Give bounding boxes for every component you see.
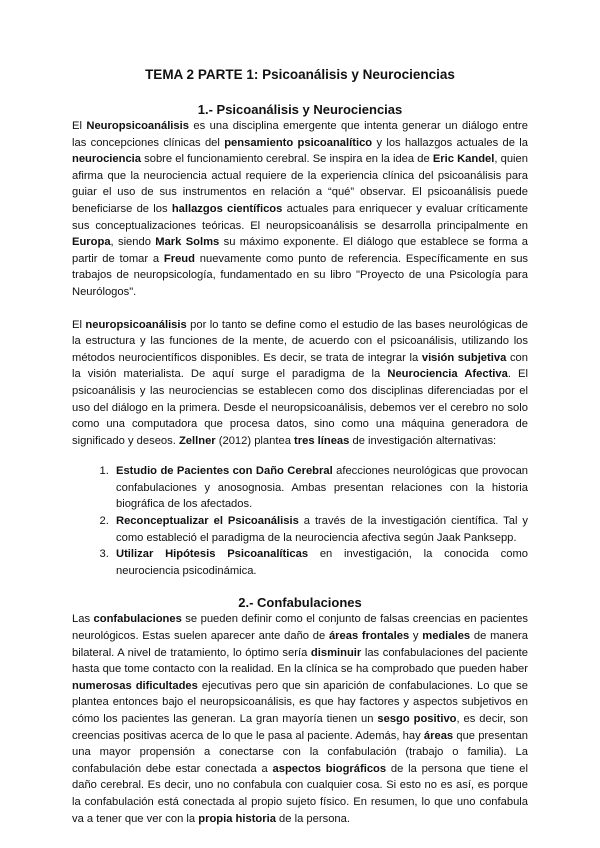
list-item bbox=[112, 513, 528, 546]
document-body bbox=[72, 102, 528, 827]
bold-term: Eric Kandel bbox=[432, 153, 495, 166]
bold-term: Zellner bbox=[178, 434, 216, 447]
bold-term: disminuir bbox=[310, 646, 362, 659]
bold-term: Europa bbox=[72, 236, 111, 249]
section-heading: 2.- Confabulaciones bbox=[238, 595, 362, 611]
bold-term: Neurociencia Afectiva bbox=[387, 368, 508, 381]
text-run: es una disciplina emergente que intenta generar un diálogo entre las concepciones clínicas del bbox=[72, 120, 528, 149]
text-run: , es decir, son creencias positivas acerca de lo que le pasa al paciente. Además, hay bbox=[72, 713, 528, 742]
text-run: El bbox=[72, 120, 87, 132]
list-item bbox=[112, 546, 528, 579]
text-run: de la persona. bbox=[275, 812, 350, 825]
text-run: , quien afirma que la neurociencia actual requiere de la experiencia clínica del psicoanálisis para guiar el uso de sus instrumentos en relación a “qué” observar. El psicoanálisis puede beneficiarse de los bbox=[72, 153, 528, 215]
paragraph-gap bbox=[72, 301, 528, 317]
bold-term: neurociencia bbox=[72, 153, 142, 166]
bold-term: numerosas dificultades bbox=[72, 679, 198, 692]
bold-term: neuropsicoanálisis bbox=[85, 318, 187, 331]
bold-term: Neuropsicoanálisis bbox=[86, 120, 189, 132]
text-run: y los hallazgos actuales de la bbox=[372, 136, 528, 149]
text-run: a través de la investigación científica. Tal y como estableció el paradigma de la neurociencia afectiva según Jaak Panksepp. bbox=[116, 515, 528, 544]
research-lines-list bbox=[72, 463, 528, 579]
text-run: de investigación alternativas: bbox=[349, 434, 497, 447]
text-run: . El psicoanálisis y las neurociencias se establecen como dos disciplinas diferenciadas por el uso del diálogo en la primera. Desde el neuropsicoanálisis, debemos ver el cerebro no solo como una computadora que procesa datos, sino como una máquina generadora de significado y deseos. bbox=[72, 368, 528, 447]
text-run: con la visión materialista. De aquí surge el paradigma de la bbox=[72, 351, 528, 381]
page-title: TEMA 2 PARTE 1: Psicoanálisis y Neurociencias bbox=[145, 67, 455, 82]
text-run: por lo tanto se define como el estudio de las bases neurológicas de la estructura y las funciones de la mente, de acuerdo con el psicoanálisis, utilizando los métodos neurocientíficos disponibles. Es decir, se trata de integrar la bbox=[72, 318, 528, 364]
bold-term: confabulaciones bbox=[93, 613, 182, 626]
text-run: ejecutivas pero que sin aparición de confabulaciones. Lo que se plantea entonces bajo el neuropsicoanálisis, es que hay factores y aspectos subjetivos en cómo los pacientes las generan. La gran mayoría tienen un bbox=[72, 679, 528, 725]
bold-term: áreas bbox=[423, 729, 454, 742]
text-run: nuevamente como punto de referencia. Específicamente en sus trabajos de neuropsicología, fundamentado en su libro "Proyecto de una Psicología para Neurólogos". bbox=[72, 252, 529, 298]
text-run: Las bbox=[72, 613, 94, 626]
text-run: en investigación, la conocida como neurociencia psicodinámica. bbox=[116, 548, 528, 577]
bold-term: visión subjetiva bbox=[421, 351, 507, 364]
bold-term: sesgo positivo bbox=[377, 713, 457, 725]
bold-term: pensamiento psicoanalítico bbox=[224, 136, 373, 149]
text-run: (2012) plantea bbox=[215, 434, 295, 447]
text-run: actuales para enriquecer y evaluar críticamente sus conceptualizaciones teóricas. El neuropsicoanálisis se desarrolla principalmente en bbox=[72, 202, 528, 232]
text-run: su máximo exponente. El diálogo que establece se forma a partir de tomar a bbox=[72, 236, 528, 265]
bold-term: Utilizar Hipótesis Psicoanalíticas bbox=[116, 548, 309, 561]
text-run: que presentan una mayor propensión a conectarse con la confabulación (trabajo o familia). La confabulación debe estar conectada a bbox=[72, 729, 528, 775]
text-run: El bbox=[72, 318, 86, 331]
section-confabulaciones bbox=[72, 595, 528, 827]
section-psicoanalisis-neurociencias bbox=[72, 102, 528, 579]
bold-term: Freud bbox=[163, 252, 195, 265]
text-run: , siendo bbox=[110, 236, 156, 249]
bold-term: Estudio de Pacientes con Daño Cerebral bbox=[116, 465, 333, 478]
bold-term: aspectos biográficos bbox=[272, 762, 387, 775]
bold-term: hallazgos científicos bbox=[171, 202, 283, 215]
text-run: de la persona que tiene el daño cerebral. Es decir, uno no confabula con cualquier cosa. Si esto no es así, es porque la confabulación está conectada al propio sujeto físico. En resumen, lo que uno confabula va a tener que ver con la bbox=[72, 762, 528, 825]
text-run: afecciones neurológicas que provocan confabulaciones y anosognosia. Ambas presentan relaciones con la historia biográfica de los afectados. bbox=[116, 465, 529, 511]
paragraph bbox=[72, 118, 528, 301]
text-run: se pueden definir como el conjunto de falsas creencias en pacientes neurológicos. Estas suelen aparecer ante daño de bbox=[72, 613, 528, 643]
bold-term: mediales bbox=[422, 630, 471, 643]
bold-term: tres líneas bbox=[294, 434, 350, 447]
bold-term: áreas frontales bbox=[328, 630, 410, 643]
text-run: de manera bilateral. A nivel de tratamiento, lo óptimo sería bbox=[72, 630, 528, 659]
paragraph bbox=[72, 317, 528, 450]
section-heading: 1.- Psicoanálisis y Neurociencias bbox=[197, 102, 403, 117]
bold-term: Mark Solms bbox=[155, 236, 220, 249]
list-item bbox=[112, 463, 528, 513]
text-run: sobre el funcionamiento cerebral. Se inspira en la idea de bbox=[141, 153, 433, 166]
bold-term: propia historia bbox=[198, 812, 276, 825]
text-run: y bbox=[409, 630, 423, 643]
paragraph bbox=[72, 611, 528, 827]
text-run: las confabulaciones del paciente hasta que tome contacto con la realidad. En la clínica se ha comprobado que pueden haber bbox=[72, 646, 529, 676]
bold-term: Reconceptualizar el Psicoanálisis bbox=[116, 515, 299, 528]
